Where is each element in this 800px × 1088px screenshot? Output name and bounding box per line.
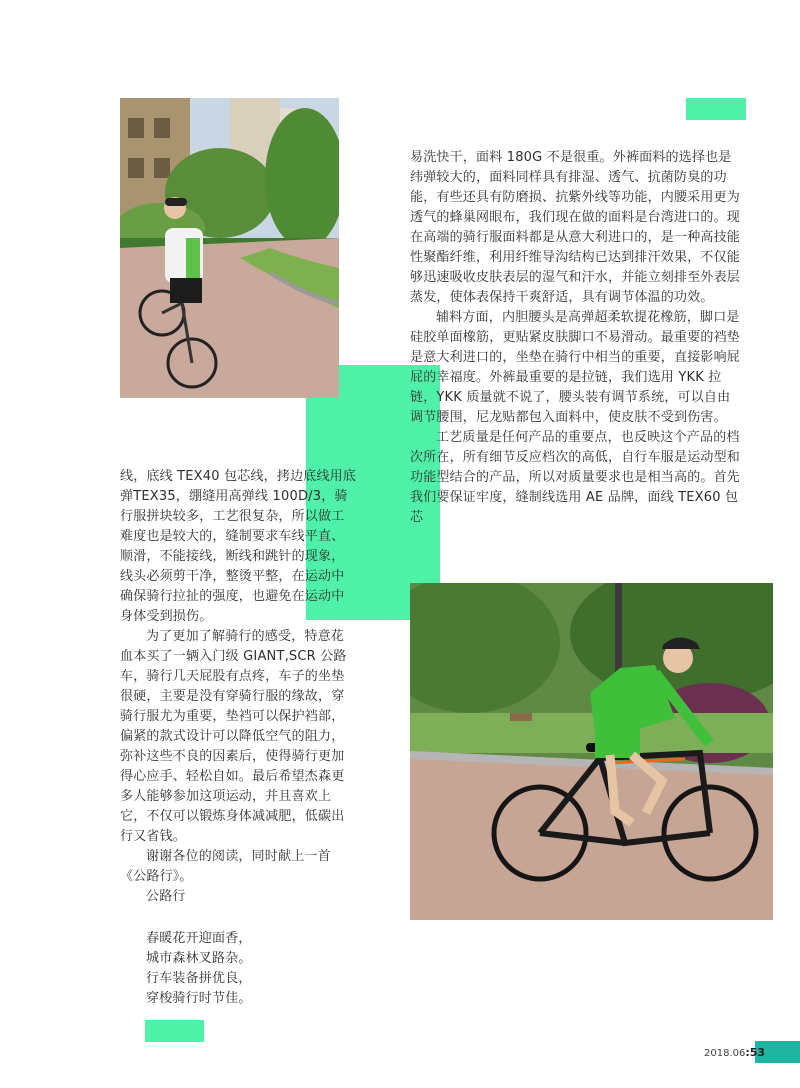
poem-line: 春暖花开迎面香，	[146, 931, 252, 946]
left-paragraph-1: 线，底线 TEX40 包芯线，拷边底线用底弹TEX35，绷缝用高弹线 100D/3，骑行服拼块较多，工艺很复杂，所以做工难度也是较大的，缝制要求车线平直、顺滑，不能接线，断线和跳针的现象，线头必须剪干净，整烫平整，在运动中确保骑行拉扯的强度，也避免在运动中身体受到损伤。	[120, 469, 357, 624]
left-column-text	[120, 467, 357, 1009]
page-number: 53	[749, 1046, 766, 1059]
right-paragraph-2: 辅料方面，内胆腰头是高弹超柔软提花橡筋，脚口是硅胶单面橡筋，更贴紧皮肤脚口不易滑动。最重要的裆垫是意大利进口的，坐垫在骑行中相当的重要，直接影响屁屁的幸福度。外裤最重要的是拉链，我们选用 YKK 拉链，YKK 质量就不说了，腰头装有调节系统，可以自由调节腰围，尼龙贴都包入面料中，使皮肤不受到伤害。	[410, 310, 741, 425]
left-paragraph-2: 为了更加了解骑行的感受，特意花血本买了一辆入门级 GIANT,SCR 公路车，骑行几天屁股有点疼，车子的坐垫很硬，主要是没有穿骑行服的缘故，穿骑行服尤为重要，垫裆可以保护裆部，偏紧的款式设计可以降低空气的阻力，弥补这些不良的因素后，使得骑行更加得心应手、轻松自如。最后希望杰森更多人能够参加这项运动，并且喜欢上它，不仅可以锻炼身体减减肥，低碳出行又省钱。	[120, 629, 347, 844]
poem-line: 穿梭骑行时节佳。	[146, 991, 252, 1006]
poem-line: 行车装备拼优良，	[146, 971, 252, 986]
accent-block-bottom-left	[145, 1020, 204, 1042]
footer-date-page: 2018.06:53	[704, 1046, 766, 1059]
cyclist-photo-bottom	[410, 583, 773, 920]
issue-date: 2018.06	[704, 1048, 746, 1059]
poem-line: 城市森林叉路杂。	[146, 951, 252, 966]
poem	[120, 929, 357, 1009]
poem-title: 公路行	[146, 889, 186, 904]
accent-block-top-right	[686, 98, 746, 120]
right-paragraph-3: 工艺质量是任何产品的重要点，也反映这个产品的档次所在，所有细节反应档次的高低，自行车服是运动型和功能型结合的产品，所以对质量要求也是相当高的。首先我们要保证牢度，缝制线选用 AE 品牌，面线 TEX60 包芯	[410, 430, 741, 525]
cyclist-photo-top	[120, 98, 339, 398]
left-paragraph-3: 谢谢各位的阅读，同时献上一首《公路行》。	[120, 849, 331, 884]
right-paragraph-1: 易洗快干，面料 180G 不是很重。外裤面料的选择也是纬弹较大的，面料同样具有排湿、透气、抗菌防臭的功能，有些还具有防磨损、抗紫外线等功能，内腰采用更为透气的蜂巢网眼布，我们现在做的面料是台湾进口的。现在高端的骑行服面料都是从意大利进口的，是一种高技能性聚酯纤维，利用纤维导沟结构已达到排汗效果，不仅能够迅速吸收皮肤表层的湿气和汗水，并能立刻排至外表层蒸发，使体表保持干爽舒适，具有调节体温的功效。	[410, 150, 741, 305]
right-column-text	[410, 148, 741, 528]
